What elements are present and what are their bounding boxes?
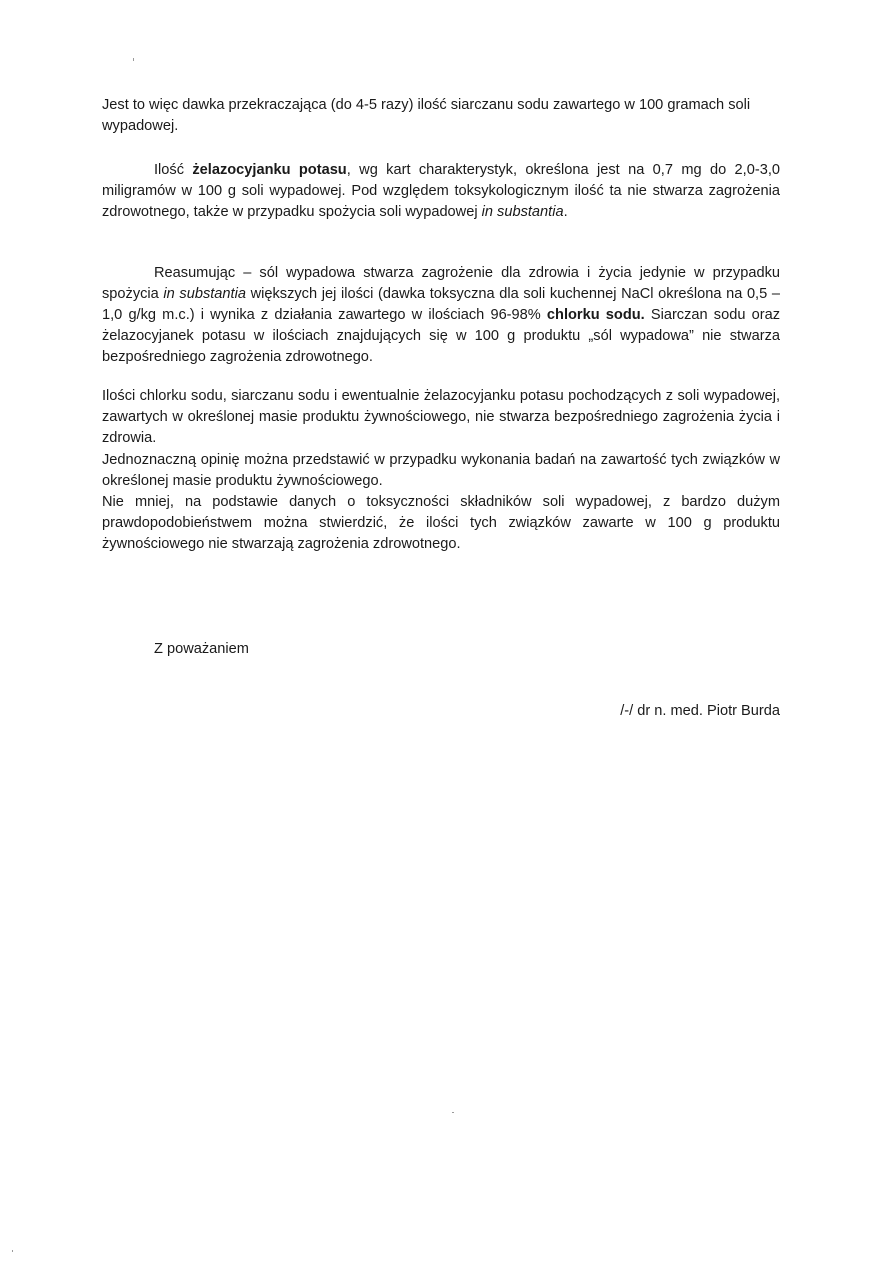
- scan-speck: [12, 1250, 13, 1252]
- italic-term: in substantia: [481, 204, 564, 220]
- paragraph-summary: Reasumując – sól wypadowa stwarza zagrożenie dla zdrowia i życia jedynie w przypadku spożycia in substantia większych jej ilości (dawka toksyczna dla soli kuchennej NaCl określona na 0,5 – 1,0 g/kg m.c.) i wynika z działania zawartego w ilościach 96-98% chlorku sodu. Siarczan sodu oraz żelazocyjanek potasu w ilościach znajdujących się w 100 g produktu „sól wypadowa” nie stwarza bezpośredniego zagrożenia zdrowotnego.: [102, 265, 780, 365]
- paragraph-quantities: Ilości chlorku sodu, siarczanu sodu i ewentualnie żelazocyjanku potasu pochodzących z soli wypadowej, zawartych w określonej masie produktu żywnościowego, nie stwarza bezpośredniego zagrożenia życia i zdrowia.: [102, 388, 780, 446]
- signature-line: /-/ dr n. med. Piotr Burda: [620, 703, 780, 719]
- paragraph-conclusion: Nie mniej, na podstawie danych o toksyczności składników soli wypadowej, z bardzo dużym prawdopodobieństwem można stwierdzić, że ilości tych związków zawarte w 100 g produktu żywnościowego nie stwarzają zagrożenia zdrowotnego.: [102, 494, 780, 552]
- paragraph-potassium-ferrocyanide: Ilość żelazocyjanku potasu, wg kart charakterystyk, określona jest na 0,7 mg do 2,0-3,0 miligramów w 100 g soli wypadowej. Pod względem toksykologicznym ilość ta nie stwarza zagrożenia zdrowotnego, także w przypadku spożycia soli wypadowej in substantia.: [102, 162, 780, 220]
- closing-salutation: Z poważaniem: [154, 641, 249, 657]
- paragraph-opinion: Jednoznaczną opinię można przedstawić w przypadku wykonania badań na zawartość tych związków w określonej masie produktu żywnościowego.: [102, 452, 780, 489]
- paragraph-dose-comparison: Jest to więc dawka przekraczająca (do 4-5 razy) ilość siarczanu sodu zawartego w 100 gramach soli wypadowej.: [102, 97, 751, 134]
- bold-term: chlorku sodu.: [546, 307, 645, 323]
- scan-speck: [452, 1112, 454, 1113]
- italic-term: in substantia: [163, 286, 246, 302]
- bold-term: żelazocyjanku potasu: [192, 162, 347, 178]
- scan-speck: [133, 58, 134, 61]
